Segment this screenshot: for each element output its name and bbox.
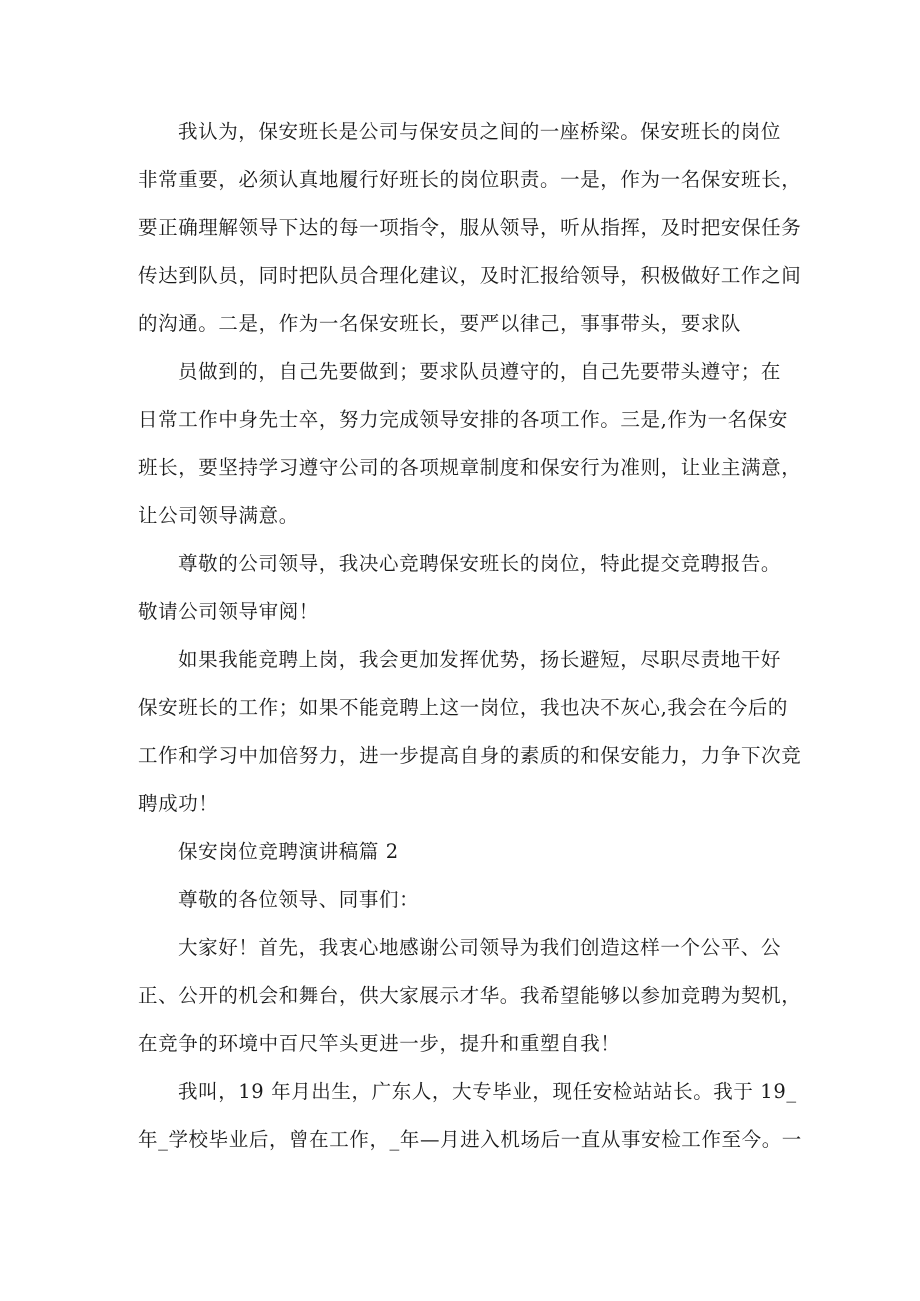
text-line: 非常重要，必须认真地履行好班长的岗位职责。一是，作为一名保安班长， (138, 168, 802, 191)
text-line: 尊敬的公司领导，我决心竞聘保安班长的岗位，特此提交竞聘报告。 (178, 552, 782, 575)
text-line: 工作和学习中加倍努力，进一步提高自身的素质的和保安能力，力争下次竞 (138, 744, 802, 767)
text-line: 员做到的，自己先要做到；要求队员遵守的，自己先要带头遵守；在 (178, 360, 782, 383)
text-line: 传达到队员，同时把队员合理化建议，及时汇报给领导，积极做好工作之间 (138, 264, 802, 287)
text-line: 保安班长的工作；如果不能竞聘上这一岗位，我也决不灰心,我会在今后的 (138, 696, 788, 719)
text-line: 的沟通。二是，作为一名保安班长，要严以律己，事事带头，要求队 (138, 312, 742, 335)
text-line: 班长，要坚持学习遵守公司的各项规章制度和保安行为准则，让业主满意， (138, 456, 802, 479)
text-line: 让公司领导满意。 (138, 504, 299, 527)
text-line: 在竞争的环境中百尺竿头更进一步，提升和重塑自我！ (138, 1032, 621, 1055)
text-line: 正、公开的机会和舞台，供大家展示才华。我希望能够以参加竞聘为契机， (138, 984, 802, 1007)
section-heading: 保安岗位竞聘演讲稿篇 2 (178, 840, 399, 863)
text-line: 如果我能竞聘上岗，我会更加发挥优势，扬长避短，尽职尽责地干好 (178, 648, 782, 671)
salutation: 尊敬的各位领导、同事们： (178, 888, 420, 911)
text-line: 聘成功！ (138, 792, 219, 815)
text-line: 敬请公司领导审阅！ (138, 600, 319, 623)
text-line: 年_学校毕业后，曾在工作，_年—月进入机场后一直从事安检工作至今。一 (138, 1128, 802, 1151)
text-line: 要正确理解领导下达的每一项指令，服从领导，听从指挥，及时把安保任务 (138, 216, 802, 239)
text-line: 我认为，保安班长是公司与保安员之间的一座桥梁。保安班长的岗位 (178, 120, 782, 143)
text-line: 日常工作中身先士卒，努力完成领导安排的各项工作。三是,作为一名保安 (138, 408, 788, 431)
text-line: 大家好！首先，我衷心地感谢公司领导为我们创造这样一个公平、公 (178, 936, 782, 959)
text-line: 我叫，19 年月出生，广东人，大专毕业，现任安检站站长。我于 19_ (178, 1080, 797, 1103)
